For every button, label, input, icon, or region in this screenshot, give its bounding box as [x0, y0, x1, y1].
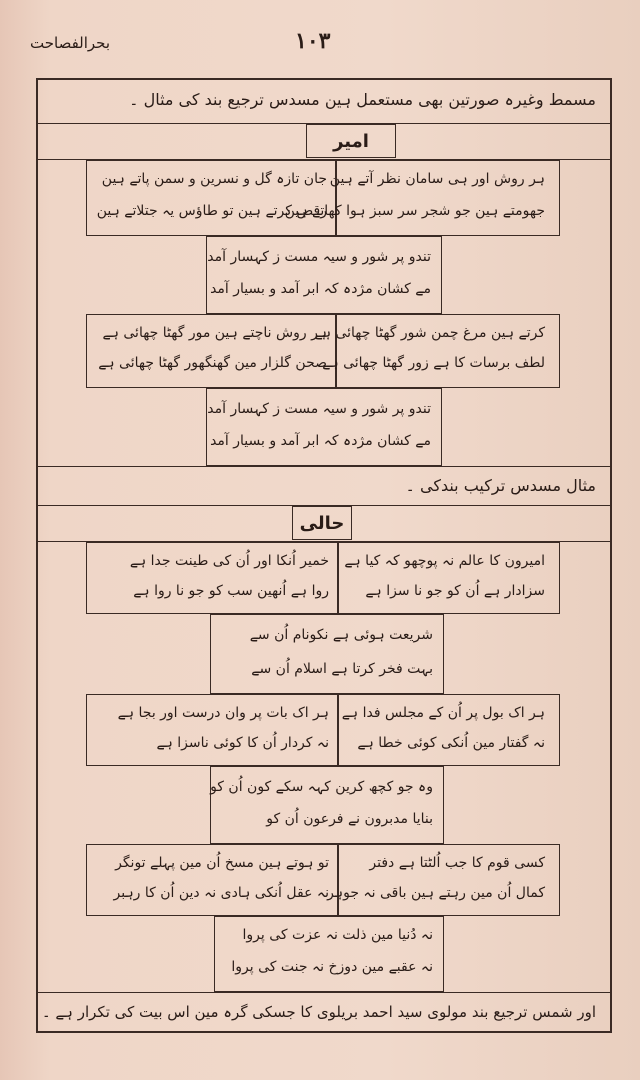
refrain-line: مے کشان مژدہ کہ ابر آمد و بسیار آمد: [210, 433, 431, 449]
verse-line: کرتے ہین مرغ چمن شور گھٹا چھائی ہے: [314, 325, 545, 341]
refrain-box: [206, 236, 442, 314]
refrain-line: وہ جو کچھ کرین کہہ سکے کون اُن کو: [210, 779, 433, 795]
verse-line: ہر اک بات پر وان درست اور بجا ہے: [117, 705, 329, 721]
refrain-line: مے کشان مژدہ کہ ابر آمد و بسیار آمد: [210, 281, 431, 297]
verse-line: رقص کرتے ہین تو طاؤس یہ جتلاتے ہین: [96, 203, 327, 219]
verse-line: ہر روش اور ہی سامان نظر آتے ہین: [329, 171, 545, 187]
stanza-right-box: [338, 694, 560, 766]
refrain-line: نہ عقبے مین دوزخ نہ جنت کی پروا: [231, 959, 433, 975]
verse-line: کسی قوم کا جب اُلٹتا ہے دفتر: [369, 855, 545, 871]
verse-line: امیرون کا عالم نہ پوچھو کہ کیا ہے: [344, 553, 545, 569]
section1-intro-row: [38, 80, 610, 124]
section2-intro: مثال مسدس ترکیب بندکی ۔: [405, 476, 596, 495]
running-title: بحرالفصاحت: [30, 34, 111, 52]
refrain-line: نہ دُنیا مین ذلت نہ عزت کی پروا: [242, 927, 433, 943]
poet-row-1: [38, 124, 610, 160]
verse-line: نہ کردار اُن کا کوئی ناسزا ہے: [156, 735, 329, 751]
refrain-line: بہت فخر کرتا ہے اسلام اُن سے: [251, 661, 433, 677]
verse-line: ہر اک بول پر اُن کے مجلس فدا ہے: [341, 705, 545, 721]
stanza-s2-2: [38, 694, 610, 844]
verse-line: تو ہوتے ہین مسخ اُن مین پہلے تونگر: [115, 855, 329, 871]
verse-line: جان تازہ گل و نسرین و سمن پاتے ہین: [101, 171, 327, 187]
refrain-box: [214, 916, 444, 992]
verse-line: لطف برسات کا ہے زور گھٹا چھائی ہے: [322, 355, 545, 371]
poetry-frame: [36, 78, 612, 1033]
verse-line: صحن گلزار مین گھنگھور گھٹا چھائی ہے: [98, 355, 327, 371]
page-number: ۱۰۳: [295, 28, 331, 54]
verse-line: ہر روش ناچتے ہین مور گھٹا چھائی ہے: [102, 325, 327, 341]
footer-note: اور شمس ترجیع بند مولوی سید احمد بریلوی کا جسکی گرہ مین اس بیت کی تکرار ہے ۔: [41, 1003, 596, 1021]
refrain-line: بنایا مدبرون نے فرعون اُن کو: [266, 811, 433, 827]
stanza-left-box: [86, 542, 338, 614]
stanza-right-box: [327, 844, 560, 916]
poet-name: حالی: [299, 512, 345, 534]
refrain-box: [206, 388, 442, 466]
verse-line: سزادار ہے اُن کو جو نا سزا ہے: [365, 583, 545, 599]
stanza-s1-1: [38, 160, 610, 314]
footer-row: [38, 992, 610, 1033]
stanza-s2-3: [38, 844, 610, 992]
stanza-left-box: [86, 844, 338, 916]
verse-line: روا ہے اُنھین سب کو جو نا روا ہے: [133, 583, 329, 599]
stanza-s1-2: [38, 314, 610, 466]
verse-line: نہ عقل اُنکی ہادی نہ دین اُن کا رہبر: [113, 885, 329, 901]
poet-name: امیر: [333, 130, 369, 152]
refrain-box: [210, 766, 444, 844]
refrain-line: تندو پر شور و سیہ مست ز کہسار آمد: [207, 401, 431, 417]
verse-line: خمیر اُنکا اور اُن کی طینت جدا ہے: [129, 553, 329, 569]
stanza-right-box: [338, 542, 560, 614]
refrain-line: شریعت ہوئی ہے نکونام اُن سے: [249, 627, 433, 643]
stanza-right-box: [284, 160, 560, 236]
section1-intro: مسمط وغیرہ صورتین بھی مستعمل ہین مسدس ترجیع بند کی مثال ۔: [129, 90, 596, 109]
stanza-left-box: [86, 694, 338, 766]
section2-intro-row: [38, 466, 610, 506]
poet-row-2: [38, 506, 610, 542]
stanza-left-box: [86, 160, 336, 236]
stanza-right-box: [314, 314, 560, 388]
verse-line: کمال اُن مین رہتے ہین باقی نہ جوہر: [327, 885, 545, 901]
refrain-box: [210, 614, 444, 694]
verse-line: جھومتے ہین جو شجر سر سبز ہوا کھاتے ہین: [284, 203, 545, 219]
verse-line: نہ گفتار مین اُنکی کوئی خطا ہے: [357, 735, 545, 751]
stanza-s2-1: [38, 542, 610, 694]
refrain-line: تندو پر شور و سیہ مست ز کہسار آمد: [207, 249, 431, 265]
stanza-left-box: [86, 314, 336, 388]
